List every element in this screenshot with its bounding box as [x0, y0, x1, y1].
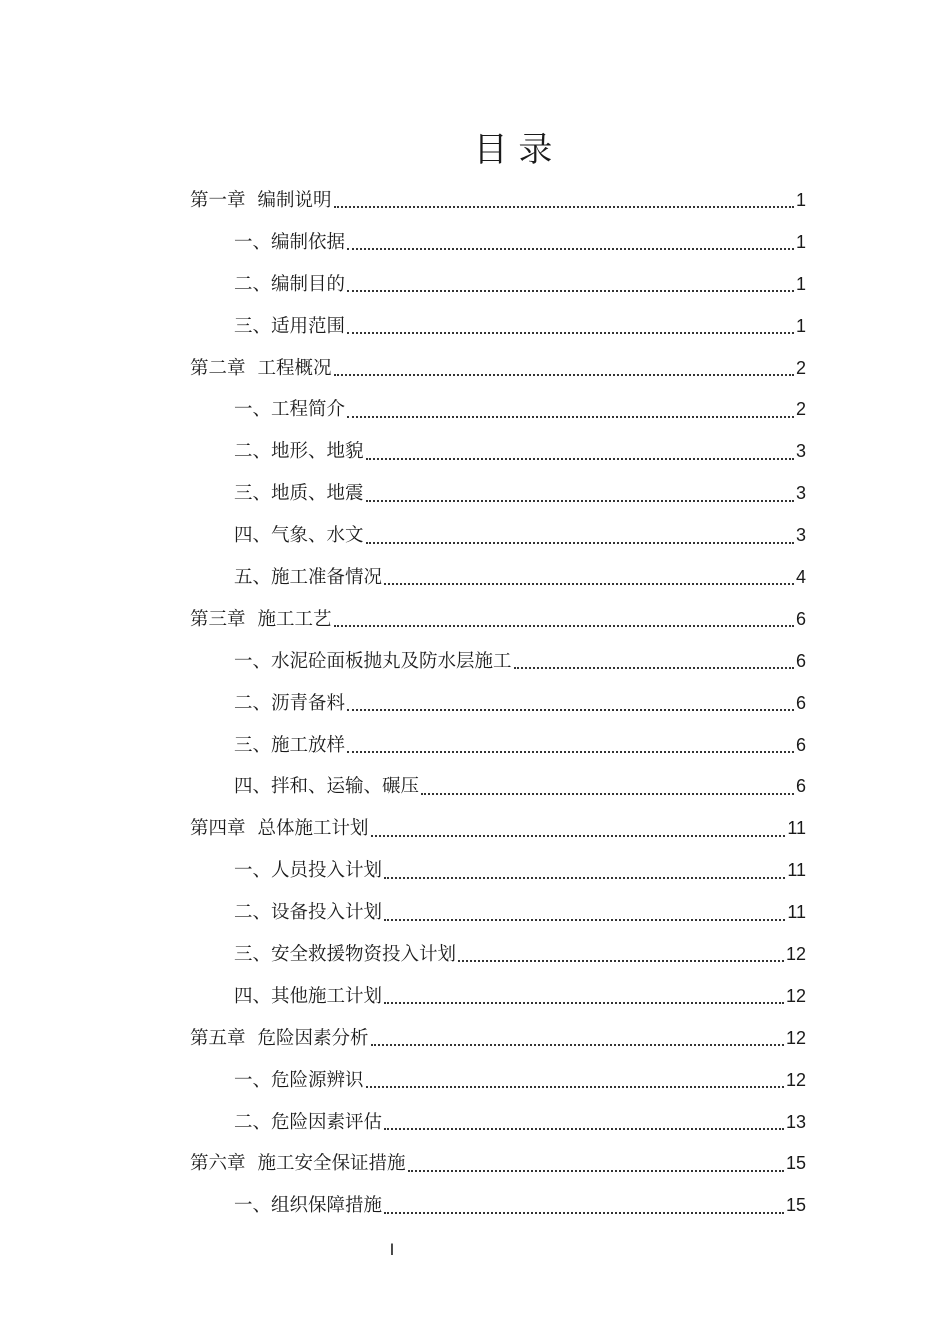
- toc-section-entry[interactable]: [190, 431, 806, 473]
- toc-page-number: 12: [785, 1027, 806, 1048]
- toc-entry-text: [234, 1185, 382, 1227]
- toc-page-number: 3: [795, 525, 806, 546]
- toc-entry-label: 二、编制目的: [234, 273, 346, 295]
- toc-dot-leader: [366, 1085, 784, 1088]
- toc-page-number: 6: [795, 608, 806, 629]
- toc-entry-text: [234, 222, 345, 264]
- page-number: I: [389, 1240, 395, 1259]
- toc-section-entry[interactable]: [190, 683, 806, 725]
- toc-page-number: 2: [795, 399, 806, 420]
- toc-entry-label: 三、安全救援物资投入计划: [234, 944, 457, 966]
- toc-entry-label: 五、施工准备情况: [234, 567, 383, 589]
- toc-section-entry[interactable]: [190, 473, 806, 515]
- toc-chapter-number: 第二章: [190, 357, 246, 379]
- toc-entry-text: [234, 934, 456, 976]
- toc-page-number: 13: [785, 1111, 806, 1132]
- toc-page-number: 6: [795, 734, 806, 755]
- toc-section-entry[interactable]: [190, 934, 806, 976]
- toc-section-entry[interactable]: [190, 264, 806, 306]
- toc-dot-leader: [347, 708, 794, 711]
- toc-dot-leader: [366, 457, 794, 460]
- toc-dot-leader: [421, 792, 794, 795]
- toc-section-entry[interactable]: [190, 976, 806, 1018]
- toc-dot-leader: [384, 1001, 784, 1004]
- toc-page-number: 15: [785, 1195, 806, 1216]
- toc-entry-label: 危险因素分析: [257, 1027, 369, 1049]
- toc-chapter-entry[interactable]: [190, 1143, 806, 1185]
- toc-entry-text: [190, 1018, 369, 1060]
- toc-entry-label: 四、拌和、运输、碾压: [234, 776, 420, 798]
- toc-page-number: 15: [785, 1153, 806, 1174]
- toc-dot-leader: [347, 331, 794, 334]
- toc-dot-leader: [366, 541, 794, 544]
- toc-page-number: 6: [795, 776, 806, 797]
- toc-section-entry[interactable]: [190, 892, 806, 934]
- toc-page-number: 1: [795, 273, 806, 294]
- toc-entry-text: [234, 976, 382, 1018]
- toc-entry-text: [234, 473, 364, 515]
- toc-chapter-entry[interactable]: [190, 348, 806, 390]
- toc-entry-label: 一、危险源辨识: [234, 1069, 364, 1091]
- toc-chapter-entry[interactable]: [190, 180, 806, 222]
- toc-dot-leader: [458, 959, 784, 962]
- toc-chapter-number: 第五章: [190, 1027, 246, 1049]
- toc-entry-text: [234, 850, 382, 892]
- toc-page-number: 6: [795, 650, 806, 671]
- toc-section-entry[interactable]: [190, 1060, 806, 1102]
- toc-dot-leader: [371, 834, 786, 837]
- toc-section-entry[interactable]: [190, 222, 806, 264]
- toc-entry-label: 施工工艺: [257, 608, 332, 630]
- toc-dot-leader: [384, 876, 785, 879]
- toc-section-entry[interactable]: [190, 557, 806, 599]
- toc-chapter-entry[interactable]: [190, 808, 806, 850]
- toc-entry-text: [234, 892, 382, 934]
- toc-chapter-entry[interactable]: [190, 599, 806, 641]
- toc-section-entry[interactable]: [190, 306, 806, 348]
- toc-entry-label: 四、其他施工计划: [234, 985, 383, 1007]
- toc-entry-text: [234, 431, 364, 473]
- toc-page-number: 3: [795, 441, 806, 462]
- toc-section-entry[interactable]: [190, 389, 806, 431]
- toc-page-number: 12: [785, 985, 806, 1006]
- toc-entry-label: 一、水泥砼面板抛丸及防水层施工: [234, 650, 512, 672]
- toc-entry-label: 二、设备投入计划: [234, 902, 383, 924]
- toc-entry-text: [234, 557, 382, 599]
- toc-page-number: 11: [787, 860, 806, 881]
- toc-page-number: 3: [795, 483, 806, 504]
- toc-page-number: 11: [787, 818, 806, 839]
- toc-entry-text: [234, 766, 419, 808]
- toc-entry-text: [190, 599, 332, 641]
- toc-entry-label: 工程概况: [257, 357, 332, 379]
- toc-entry-label: 一、组织保障措施: [234, 1195, 383, 1217]
- toc-entry-label: 三、适用范围: [234, 315, 346, 337]
- toc-entry-text: [234, 683, 345, 725]
- toc-page-number: 6: [795, 692, 806, 713]
- toc-page-number: 1: [795, 315, 806, 336]
- toc-entry-text: [234, 264, 345, 306]
- toc-section-entry[interactable]: [190, 641, 806, 683]
- toc-chapter-number: 第一章: [190, 190, 246, 211]
- toc-entry-text: [234, 306, 345, 348]
- toc-chapter-entry[interactable]: [190, 1018, 806, 1060]
- toc-dot-leader: [334, 205, 794, 208]
- toc-entry-label: 二、地形、地貌: [234, 441, 364, 463]
- toc-entry-label: 一、编制依据: [234, 231, 346, 253]
- toc-section-entry[interactable]: [190, 725, 806, 767]
- toc-entry-label: 二、沥青备料: [234, 692, 346, 714]
- toc-entry-text: [234, 725, 345, 767]
- toc-section-entry[interactable]: [190, 850, 806, 892]
- toc-page-number: 1: [795, 231, 806, 252]
- toc-dot-leader: [514, 666, 794, 669]
- toc-entry-text: [234, 389, 345, 431]
- toc-page-number: 2: [795, 357, 806, 378]
- toc-dot-leader: [408, 1169, 784, 1172]
- toc-entry-text: [190, 180, 332, 222]
- toc-page-number: 11: [787, 902, 806, 923]
- toc-dot-leader: [384, 1127, 784, 1130]
- toc-dot-leader: [347, 415, 794, 418]
- table-of-contents: [190, 180, 806, 1227]
- toc-entry-text: [190, 1143, 406, 1185]
- toc-entry-label: 二、危险因素评估: [234, 1111, 383, 1133]
- toc-entry-text: [234, 1060, 364, 1102]
- toc-section-entry[interactable]: [190, 1102, 806, 1144]
- toc-dot-leader: [384, 918, 785, 921]
- toc-dot-leader: [366, 499, 794, 502]
- toc-entry-text: [234, 1102, 382, 1144]
- toc-dot-leader: [347, 750, 794, 753]
- toc-chapter-number: 第四章: [190, 818, 246, 840]
- toc-entry-label: 三、施工放样: [234, 734, 346, 756]
- toc-section-entry[interactable]: [190, 1185, 806, 1227]
- toc-entry-label: 一、人员投入计划: [234, 860, 383, 882]
- toc-chapter-number: 第三章: [190, 608, 246, 630]
- toc-entry-label: 编制说明: [257, 190, 332, 211]
- toc-entry-label: 三、地质、地震: [234, 483, 364, 505]
- toc-dot-leader: [334, 624, 794, 627]
- toc-dot-leader: [334, 373, 794, 376]
- toc-entry-label: 四、气象、水文: [234, 525, 364, 547]
- toc-title: 目 录: [473, 130, 553, 170]
- toc-dot-leader: [384, 582, 794, 585]
- toc-entry-text: [190, 348, 332, 390]
- toc-page-number: 1: [795, 190, 806, 210]
- toc-page-number: 4: [795, 567, 806, 588]
- toc-page-number: 12: [785, 1069, 806, 1090]
- toc-page-number: 12: [785, 944, 806, 965]
- toc-dot-leader: [371, 1043, 784, 1046]
- toc-entry-label: 一、工程简介: [234, 399, 346, 421]
- toc-section-entry[interactable]: [190, 766, 806, 808]
- toc-entry-text: [190, 808, 369, 850]
- toc-chapter-number: 第六章: [190, 1153, 246, 1175]
- toc-dot-leader: [347, 289, 794, 292]
- toc-entry-text: [234, 515, 364, 557]
- toc-entry-label: 施工安全保证措施: [257, 1153, 406, 1175]
- toc-dot-leader: [347, 247, 794, 250]
- toc-entry-label: 总体施工计划: [257, 818, 369, 840]
- toc-dot-leader: [384, 1211, 784, 1214]
- toc-entry-text: [234, 641, 512, 683]
- toc-section-entry[interactable]: [190, 515, 806, 557]
